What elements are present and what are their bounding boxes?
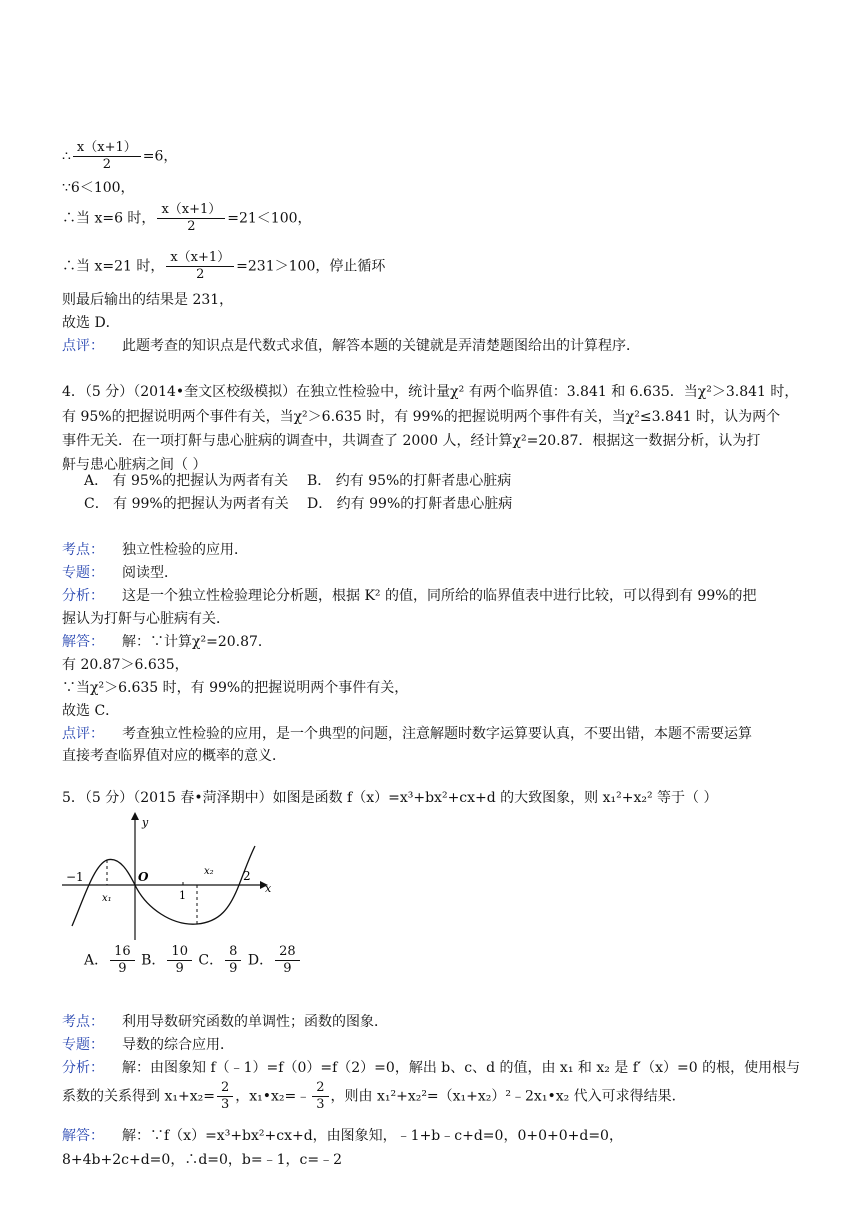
q5-fenxi-2: 系数的关系得到 x₁+x₂= $\frac{2}{3}$ ，x₁•x₂=﹣ $\frac{2}{3}$ ，则由 x₁²+x₂²=（x₁+x₂）²﹣2x₁•x₂ 代入可求得结果． xyxy=(62,1080,686,1112)
q4-option-d: D． 约有 99%的打鼾者患心脏病 xyxy=(307,496,513,512)
cubic-curve xyxy=(72,846,255,926)
one-label: 1 xyxy=(179,889,186,902)
q5-zhuanti: 专题： 导数的综合应用． xyxy=(62,1037,234,1053)
q4-stem-3: 事件无关．在一项打鼾与患心脏病的调查中，共调查了 2000 人，经计算χ²=20.87．根据这一数据分析，认为打 xyxy=(62,433,761,449)
q4-step-3: ∵当χ²＞6.635 时，有 99%的把握说明两个事件有关， xyxy=(62,680,409,696)
q5-stem: 5．（5 分）（2015 春•菏泽期中）如图是函数 f（x）=x³+bx²+cx+d 的大致图象，则 x₁²+x₂² 等于（ ） xyxy=(62,790,718,806)
q4-jieda: 解答： 解：∵计算χ²=20.87． xyxy=(62,634,272,650)
q4-step-4: 故选 C． xyxy=(62,703,120,719)
q4-fenxi: 分析： 这是一个独立性检验理论分析题，根据 K² 的值，同所给的临界值表中进行比较，可以得到有 99%的把 xyxy=(62,588,757,604)
q3-comment: 点评： 此题考查的知识点是代数式求值，解答本题的关键就是弄清楚题图给出的计算程序． xyxy=(62,338,640,354)
fraction: $\frac{x(x+1)}{2}$ xyxy=(73,140,141,173)
q3-line-2: ∵6＜100， xyxy=(62,180,135,196)
q4-stem-4: 鼾与患心脏病之间（ ） xyxy=(62,457,207,473)
q5-fenxi: 分析： 解：由图象知 f（﹣1）=f（0）=f（2）=0，解出 b、c、d 的值，由 x₁ 和 x₂ 是 f′（x）=0 的根，使用根与 xyxy=(62,1060,801,1076)
fraction: $\frac{x(x+1)}{2}$ xyxy=(166,250,234,283)
comment-label: 点评： xyxy=(62,338,104,354)
fraction: $\frac{2}{3}$ xyxy=(312,1080,328,1113)
q4-step-2: 有 20.87＞6.635， xyxy=(62,657,189,673)
q3-line-6: 故选 D． xyxy=(62,315,120,331)
q4-zhuanti: 专题： 阅读型． xyxy=(62,565,178,581)
minus-one-label: −1 xyxy=(66,870,84,884)
y-axis-arrow xyxy=(131,812,139,820)
two-label: 2 xyxy=(243,869,251,883)
y-label: y xyxy=(142,816,149,829)
x2-label: x₂ xyxy=(204,866,214,877)
q4-kaodian: 考点： 独立性检验的应用． xyxy=(62,542,248,558)
q4-fenxi-2: 握认为打鼾与心脏病有关． xyxy=(62,611,230,627)
q4-option-a: A． 有 95%的把握认为两者有关 xyxy=(84,473,289,489)
q4-stem-2: 有 95%的把握说明两个事件有关，当χ²＞6.635 时，有 99%的把握说明两个事件有关，当χ²≤3.841 时，认为两个 xyxy=(62,409,781,425)
q4-option-b: B． 约有 95%的打鼾者患心脏病 xyxy=(307,473,512,489)
q5-jieda: 解答： 解：∵f（x）=x³+bx²+cx+d，由图象知，﹣1+b﹣c+d=0，0+0+0+d=0， xyxy=(62,1128,623,1144)
option-c-fraction: $\frac{8}{9}$ xyxy=(225,944,241,977)
q5-jieda-2: 8+4b+2c+d=0，∴d=0，b=﹣1，c=﹣2 xyxy=(62,1152,342,1168)
q5-kaodian: 考点： 利用导数研究函数的单调性；函数的图象． xyxy=(62,1014,388,1030)
q4-stem-1: 4．（5 分）（2014•奎文区校级模拟）在独立性检验中，统计量χ² 有两个临界值：3.841 和 6.635．当χ²＞3.841 时， xyxy=(62,384,799,400)
q4-option-c: C． 有 99%的把握认为两者有关 xyxy=(84,496,289,512)
fraction: $\frac{x(x+1)}{2}$ xyxy=(157,202,225,235)
q3-line-3: ∴当 x=6 时， $\frac{x(x+1)}{2}$ =21＜100， xyxy=(62,202,312,234)
option-b-fraction: $\frac{10}{9}$ xyxy=(167,944,192,977)
option-a-fraction: $\frac{16}{9}$ xyxy=(110,944,135,977)
option-d-fraction: $\frac{28}{9}$ xyxy=(275,944,300,977)
q5-options: A． $\frac{16}{9}$ B． $\frac{10}{9}$ C． $\frac{8}{9}$ D． $\frac{28}{9}$ xyxy=(84,944,302,977)
q4-dianping: 点评： 考查独立性检验的应用，是一个典型的问题，注意解题时数字运算要认真，不要出错，本题不需要运算 xyxy=(62,726,752,742)
q3-line-1: ∴ $\frac{x(x+1)}{2}$ =6， xyxy=(62,140,178,172)
q3-line-5: 则最后输出的结果是 231， xyxy=(62,292,234,308)
q4-dianping-2: 直接考查临界值对应的概率的意义． xyxy=(62,748,286,764)
x1-label: x₁ xyxy=(102,893,112,904)
function-graph xyxy=(62,808,282,942)
origin-label: O xyxy=(138,870,149,884)
fraction: $\frac{2}{3}$ xyxy=(217,1080,233,1113)
x-label: x xyxy=(265,882,272,895)
q3-line-4: ∴当 x=21 时， $\frac{x(x+1)}{2}$ =231＞100，停止循环 xyxy=(62,250,386,282)
